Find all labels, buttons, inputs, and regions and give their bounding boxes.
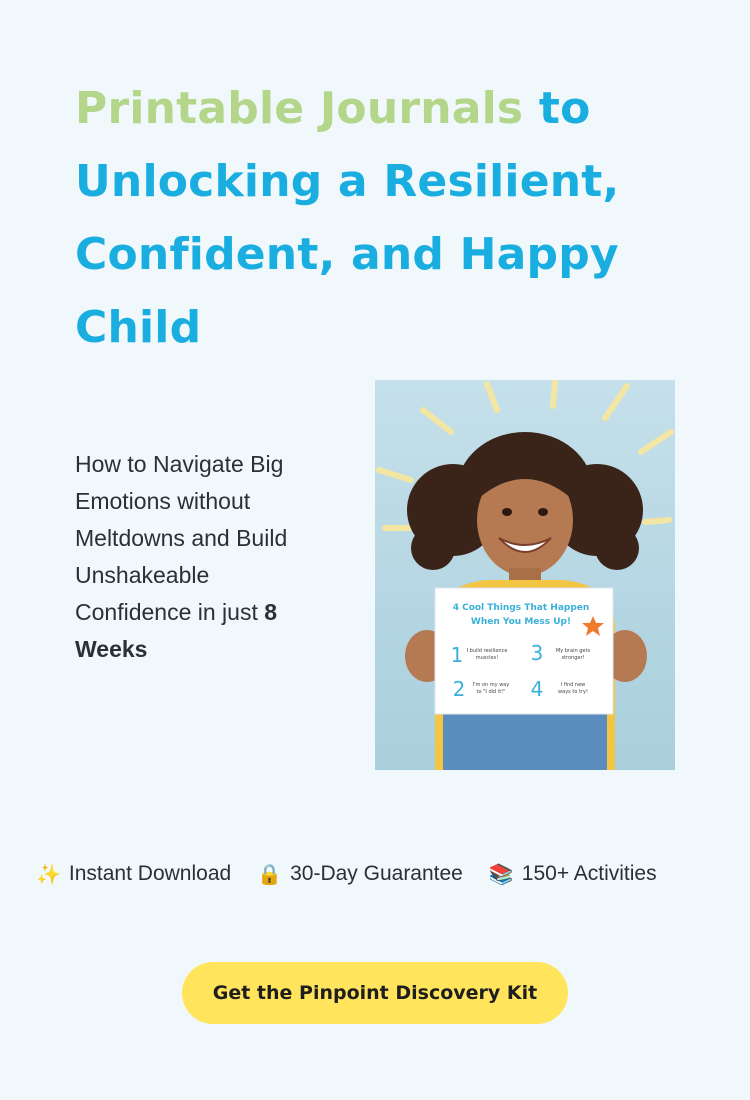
worksheet-item-text: ways to try!: [558, 689, 588, 695]
feature-label: 30-Day Guarantee: [290, 862, 463, 885]
hero-image: [375, 380, 675, 770]
worksheet-title-line1: 4 Cool Things That Happen: [452, 603, 590, 613]
lock-icon: 🔒: [257, 862, 283, 886]
feature-list: [36, 862, 716, 886]
feature-label: 150+ Activities: [521, 862, 657, 885]
worksheet-number: 2: [452, 677, 466, 701]
worksheet-item-text: My brain gets: [555, 648, 591, 654]
subheadline-text: How to Navigate Big Emotions without Meltdowns and Build Unshakeable Confidence in just: [75, 451, 288, 625]
subheadline: [75, 446, 325, 668]
worksheet-title-line2: When You Mess Up!: [470, 617, 572, 627]
sparkles-icon: ✨: [36, 862, 61, 886]
hero-illustration: [375, 380, 675, 770]
headline-rest: to Unlocking a Resilient, Confident, and Happy Child: [75, 83, 620, 353]
worksheet-item-text: muscles!: [475, 655, 499, 661]
worksheet-item-text: to "I did it!": [476, 689, 506, 695]
overalls: [443, 710, 607, 770]
feature-instant-download: [36, 862, 231, 886]
subheadline-emphasis: 8 Weeks: [75, 599, 278, 662]
headline-accent: Printable Journals: [75, 83, 524, 134]
worksheet-number: 3: [530, 641, 544, 665]
worksheet-number: 1: [450, 643, 464, 667]
feature-guarantee: [257, 862, 463, 886]
get-kit-button[interactable]: Get the Pinpoint Discovery Kit: [182, 962, 568, 1024]
worksheet-item-text: stronger!: [561, 655, 585, 661]
feature-label: Instant Download: [68, 862, 232, 885]
worksheet-item-text: I build resilience: [466, 648, 508, 654]
worksheet: [435, 588, 613, 714]
worksheet-item-text: I find new: [560, 682, 586, 688]
worksheet-number: 4: [530, 677, 544, 701]
feature-activities: [489, 862, 657, 886]
headline: [75, 72, 695, 364]
worksheet-item-text: I'm on my way: [472, 682, 510, 688]
books-icon: 📚: [488, 862, 514, 886]
